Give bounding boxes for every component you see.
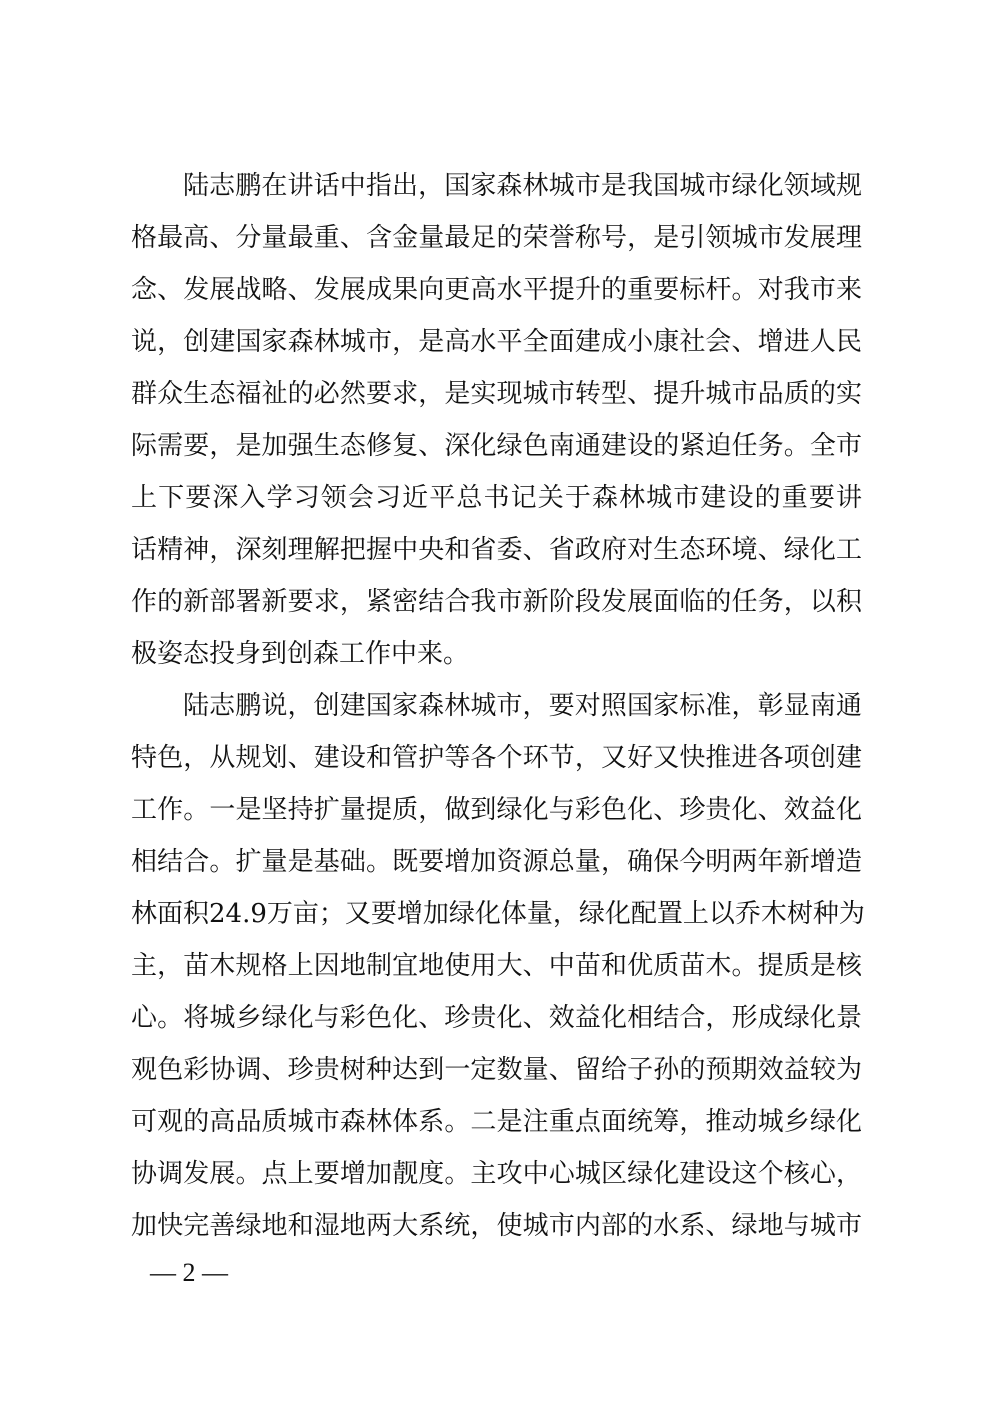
paragraph-1-line-8: 话精神，深刻理解把握中央和省委、省政府对生态环境、绿化工 xyxy=(131,535,862,565)
paragraph-1-line-9: 作的新部署新要求，紧密结合我市新阶段发展面临的任务，以积 xyxy=(131,587,862,617)
paragraph-2-line-4: 相结合。扩量是基础。既要增加资源总量，确保今明两年新增造 xyxy=(131,847,862,877)
paragraph-1-line-5: 群众生态福祉的必然要求，是实现城市转型、提升城市品质的实 xyxy=(131,379,862,409)
page-number: — 2 — xyxy=(150,1258,228,1287)
paragraph-1-line-7: 上下要深入学习领会习近平总书记关于森林城市建设的重要讲 xyxy=(131,483,862,513)
paragraph-1-line-3: 念、发展战略、发展成果向更高水平提升的重要标杆。对我市来 xyxy=(131,275,862,305)
body-text xyxy=(131,160,865,1252)
paragraph-2-line-11: 加快完善绿地和湿地两大系统，使城市内部的水系、绿地与城市 xyxy=(131,1211,862,1241)
paragraph-1-line-6: 际需要，是加强生态修复、深化绿色南通建设的紧迫任务。全市 xyxy=(131,431,862,461)
paragraph-1-line-2: 格最高、分量最重、含金量最足的荣誉称号，是引领城市发展理 xyxy=(131,223,862,253)
paragraph-2-line-6: 主，苗木规格上因地制宜地使用大、中苗和优质苗木。提质是核 xyxy=(131,951,862,981)
paragraph-2-line-5: 林面积24.9万亩；又要增加绿化体量，绿化配置上以乔木树种为 xyxy=(131,899,865,929)
paragraph-1-line-10: 极姿态投身到创森工作中来。 xyxy=(131,639,470,669)
paragraph-2-line-9: 可观的高品质城市森林体系。二是注重点面统筹，推动城乡绿化 xyxy=(131,1107,862,1137)
paragraph-2-line-1: 陆志鹏说，创建国家森林城市，要对照国家标准，彰显南通 xyxy=(183,691,862,721)
paragraph-2-line-7: 心。将城乡绿化与彩色化、珍贵化、效益化相结合，形成绿化景 xyxy=(131,1003,862,1033)
paragraph-2-line-3: 工作。一是坚持扩量提质，做到绿化与彩色化、珍贵化、效益化 xyxy=(131,795,862,825)
paragraph-2-line-2: 特色，从规划、建设和管护等各个环节，又好又快推进各项创建 xyxy=(131,743,862,773)
paragraph-1-line-1: 陆志鹏在讲话中指出，国家森林城市是我国城市绿化领域规 xyxy=(183,171,862,201)
paragraph-1-line-4: 说，创建国家森林城市，是高水平全面建成小康社会、增进人民 xyxy=(131,327,862,357)
paragraph-2-line-10: 协调发展。点上要增加靓度。主攻中心城区绿化建设这个核心， xyxy=(131,1159,862,1189)
paragraph-2-line-8: 观色彩协调、珍贵树种达到一定数量、留给子孙的预期效益较为 xyxy=(131,1055,862,1085)
